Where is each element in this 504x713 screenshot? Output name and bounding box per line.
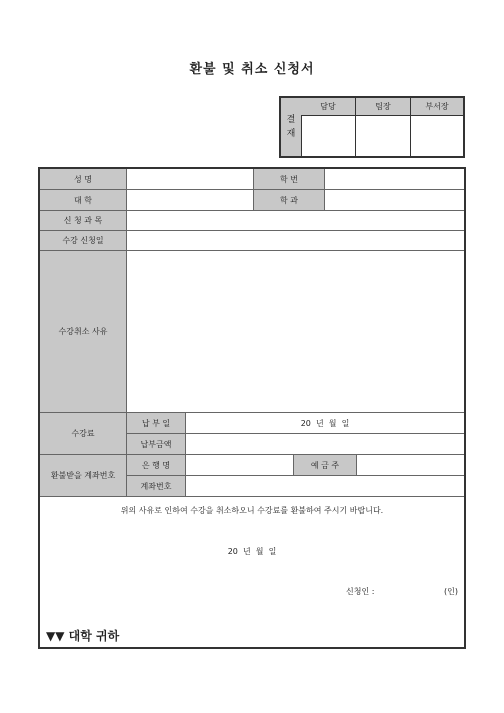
refund-statement: 위의 사유로 인하여 수강을 취소하오니 수강료를 환불하여 주시기 바랍니다. xyxy=(120,506,384,515)
page-title: 환불 및 취소 신청서 xyxy=(189,62,315,77)
department-label: 학 과 xyxy=(254,190,325,211)
approval-box xyxy=(279,96,465,158)
holder-label: 예 금 주 xyxy=(294,455,357,476)
student-id-label: 학 번 xyxy=(254,169,325,190)
name-field[interactable] xyxy=(127,169,254,190)
course-field[interactable] xyxy=(127,211,464,231)
application-form xyxy=(38,167,466,649)
college-field[interactable] xyxy=(127,190,254,211)
approval-col-manager[interactable] xyxy=(301,98,356,156)
approval-side-label-2: 재 xyxy=(286,129,296,139)
pay-date-value[interactable]: 20 년 월 일 xyxy=(186,413,464,434)
approval-header-director: 부서장 xyxy=(411,98,463,116)
holder-field[interactable] xyxy=(357,455,464,476)
approval-col-director[interactable] xyxy=(411,98,463,156)
enroll-date-field[interactable] xyxy=(127,231,464,251)
date-line: 20 년 월 일 xyxy=(227,547,277,556)
applicant-label: 신청인 : xyxy=(346,587,375,596)
bank-field[interactable] xyxy=(186,455,294,476)
account-no-field[interactable] xyxy=(186,476,464,497)
seal-label: (인) xyxy=(444,587,458,596)
addressee: ▼▼ 대학 귀하 xyxy=(46,629,120,643)
pay-date-label: 납 부 일 xyxy=(127,413,186,434)
course-label: 신 청 과 목 xyxy=(40,211,127,231)
account-no-label: 계좌번호 xyxy=(127,476,186,497)
approval-col-team-lead[interactable] xyxy=(356,98,411,156)
approval-side-label xyxy=(281,98,302,156)
department-field[interactable] xyxy=(325,190,464,211)
pay-amount-field[interactable] xyxy=(186,434,464,455)
name-label: 성 명 xyxy=(40,169,127,190)
bank-label: 은 행 명 xyxy=(127,455,186,476)
pay-amount-label: 납부금액 xyxy=(127,434,186,455)
approval-header-team-lead: 팀장 xyxy=(356,98,410,116)
reason-label: 수강취소 사유 xyxy=(40,251,127,413)
approval-side-label-1: 결 xyxy=(286,115,296,125)
refund-account-label: 환불받을 계좌번호 xyxy=(40,455,127,497)
reason-field[interactable] xyxy=(127,251,464,413)
college-label: 대 학 xyxy=(40,190,127,211)
approval-header-manager: 담당 xyxy=(301,98,355,116)
student-id-field[interactable] xyxy=(325,169,464,190)
fee-label: 수강료 xyxy=(40,413,127,455)
enroll-date-label: 수강 신청일 xyxy=(40,231,127,251)
